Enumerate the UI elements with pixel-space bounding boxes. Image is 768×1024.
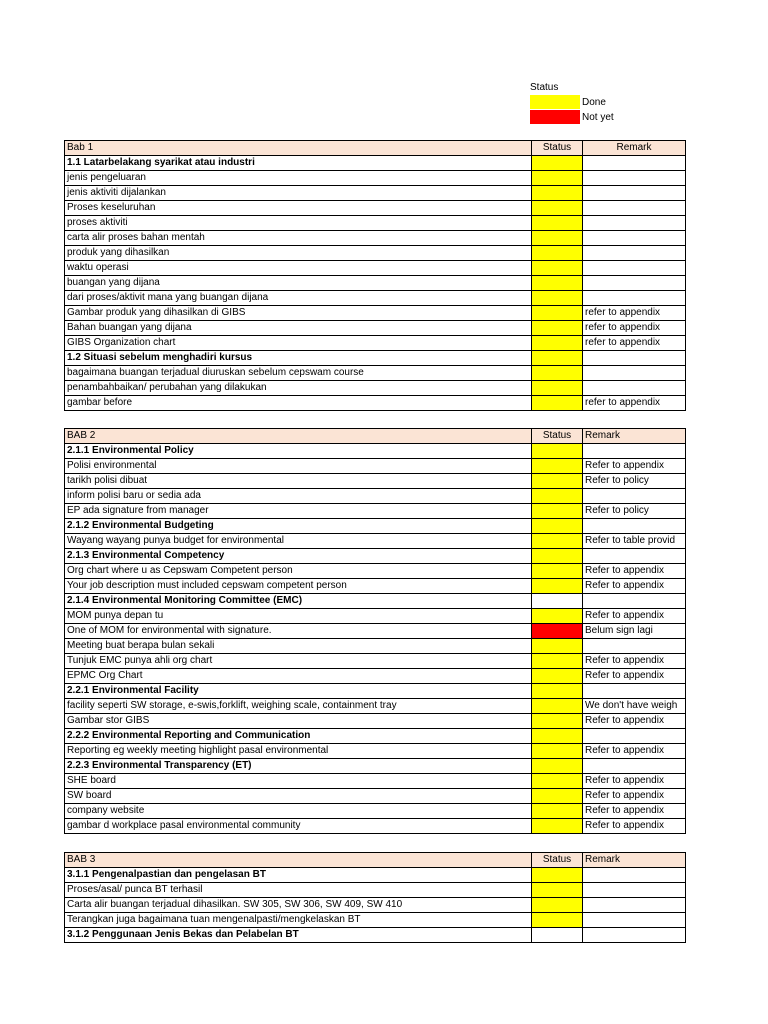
item-cell[interactable]: MOM punya depan tu — [65, 609, 532, 624]
remark-cell[interactable]: Refer to policy — [583, 504, 686, 519]
remark-cell[interactable]: Refer to appendix — [583, 459, 686, 474]
item-cell[interactable]: Proses/asal/ punca BT terhasil — [65, 883, 532, 898]
remark-cell[interactable] — [583, 868, 686, 883]
status-cell[interactable] — [532, 729, 583, 744]
status-cell[interactable] — [532, 789, 583, 804]
table-row — [65, 624, 686, 639]
item-cell[interactable]: 2.2.2 Environmental Reporting and Communication — [65, 729, 532, 744]
table-row — [65, 336, 686, 351]
status-cell[interactable] — [532, 669, 583, 684]
table-row — [65, 261, 686, 276]
remark-cell[interactable] — [583, 489, 686, 504]
item-cell[interactable]: EP ada signature from manager — [65, 504, 532, 519]
remark-cell[interactable]: Refer to appendix — [583, 609, 686, 624]
item-cell[interactable]: 3.1.2 Penggunaan Jenis Bekas dan Pelabelan BT — [65, 928, 532, 943]
bab-2-table — [64, 428, 686, 834]
item-cell[interactable]: Gambar produk yang dihasilkan di GIBS — [65, 306, 532, 321]
status-cell[interactable] — [532, 444, 583, 459]
remark-cell[interactable]: Refer to appendix — [583, 654, 686, 669]
item-cell[interactable]: gambar d workplace pasal environmental community — [65, 819, 532, 834]
item-cell[interactable]: Polisi environmental — [65, 459, 532, 474]
status-cell[interactable] — [532, 883, 583, 898]
remark-cell[interactable] — [583, 186, 686, 201]
item-cell[interactable]: jenis aktiviti dijalankan — [65, 186, 532, 201]
legend-title: Status — [530, 82, 559, 93]
table-row — [65, 459, 686, 474]
remark-cell[interactable]: Refer to policy — [583, 474, 686, 489]
status-cell[interactable] — [532, 366, 583, 381]
item-cell[interactable]: Wayang wayang punya budget for environmental — [65, 534, 532, 549]
subsection-row — [65, 868, 686, 883]
item-cell[interactable]: 2.1.2 Environmental Budgeting — [65, 519, 532, 534]
legend-label-done: Done — [582, 97, 606, 108]
remark-cell[interactable] — [583, 898, 686, 913]
item-cell[interactable]: One of MOM for environmental with signature. — [65, 624, 532, 639]
legend-swatch-done — [530, 95, 580, 109]
remark-cell[interactable] — [583, 928, 686, 943]
remark-column-header: Remark — [583, 141, 686, 156]
status-cell[interactable] — [532, 489, 583, 504]
status-column-header: Status — [532, 429, 583, 444]
item-cell[interactable]: Your job description must included cepswam competent person — [65, 579, 532, 594]
table-row — [65, 291, 686, 306]
table-row — [65, 396, 686, 411]
table-row — [65, 819, 686, 834]
status-cell[interactable] — [532, 261, 583, 276]
remark-cell[interactable] — [583, 231, 686, 246]
table-row — [65, 474, 686, 489]
subsection-row — [65, 594, 686, 609]
status-cell[interactable] — [532, 913, 583, 928]
item-cell[interactable]: facility seperti SW storage, e-swis,forklift, weighing scale, containment tray — [65, 699, 532, 714]
remark-cell[interactable]: Belum sign lagi — [583, 624, 686, 639]
item-cell[interactable]: gambar before — [65, 396, 532, 411]
item-cell[interactable]: 2.1.1 Environmental Policy — [65, 444, 532, 459]
table-row — [65, 276, 686, 291]
remark-cell[interactable] — [583, 729, 686, 744]
item-cell[interactable]: Carta alir buangan terjadual dihasilkan. SW 305, SW 306, SW 409, SW 410 — [65, 898, 532, 913]
status-cell[interactable] — [532, 291, 583, 306]
table-row — [65, 201, 686, 216]
section-title: Bab 1 — [65, 141, 532, 156]
item-cell[interactable]: 2.1.3 Environmental Competency — [65, 549, 532, 564]
table-row — [65, 216, 686, 231]
item-cell[interactable]: SHE board — [65, 774, 532, 789]
table-row — [65, 639, 686, 654]
status-cell[interactable] — [532, 639, 583, 654]
status-column-header: Status — [532, 141, 583, 156]
remark-cell[interactable]: refer to appendix — [583, 321, 686, 336]
remark-cell[interactable]: Refer to appendix — [583, 804, 686, 819]
status-cell[interactable] — [532, 459, 583, 474]
table-row — [65, 774, 686, 789]
item-cell[interactable]: EPMC Org Chart — [65, 669, 532, 684]
status-cell[interactable] — [532, 201, 583, 216]
remark-column-header: Remark — [583, 853, 686, 868]
item-cell[interactable]: 3.1.1 Pengenalpastian dan pengelasan BT — [65, 868, 532, 883]
item-cell[interactable]: tarikh polisi dibuat — [65, 474, 532, 489]
status-cell[interactable] — [532, 744, 583, 759]
status-column-header: Status — [532, 853, 583, 868]
status-cell[interactable] — [532, 759, 583, 774]
status-cell[interactable] — [532, 804, 583, 819]
table-row — [65, 654, 686, 669]
remark-cell[interactable]: Refer to appendix — [583, 819, 686, 834]
table-row — [65, 804, 686, 819]
remark-cell[interactable] — [583, 594, 686, 609]
remark-cell[interactable] — [583, 549, 686, 564]
remark-cell[interactable] — [583, 156, 686, 171]
status-cell[interactable] — [532, 819, 583, 834]
subsection-row — [65, 156, 686, 171]
subsection-row — [65, 351, 686, 366]
remark-cell[interactable]: refer to appendix — [583, 306, 686, 321]
remark-cell[interactable]: Refer to appendix — [583, 564, 686, 579]
table-row — [65, 609, 686, 624]
table-row — [65, 669, 686, 684]
status-cell[interactable] — [532, 231, 583, 246]
item-cell[interactable]: company website — [65, 804, 532, 819]
table-row — [65, 898, 686, 913]
subsection-row — [65, 684, 686, 699]
remark-cell[interactable] — [583, 913, 686, 928]
status-cell[interactable] — [532, 579, 583, 594]
status-cell[interactable] — [532, 609, 583, 624]
status-cell[interactable] — [532, 928, 583, 943]
table-row — [65, 231, 686, 246]
item-cell[interactable]: 1.1 Latarbelakang syarikat atau industri — [65, 156, 532, 171]
table-row — [65, 246, 686, 261]
item-cell[interactable]: 2.2.1 Environmental Facility — [65, 684, 532, 699]
status-cell[interactable] — [532, 564, 583, 579]
remark-cell[interactable]: Refer to appendix — [583, 669, 686, 684]
remark-cell[interactable] — [583, 759, 686, 774]
table-row — [65, 366, 686, 381]
status-cell[interactable] — [532, 336, 583, 351]
status-cell[interactable] — [532, 624, 583, 639]
table-row — [65, 714, 686, 729]
item-cell[interactable]: Tunjuk EMC punya ahli org chart — [65, 654, 532, 669]
subsection-row — [65, 519, 686, 534]
item-cell[interactable]: SW board — [65, 789, 532, 804]
item-cell[interactable]: bagaimana buangan terjadual diuruskan sebelum cepswam course — [65, 366, 532, 381]
remark-cell[interactable] — [583, 351, 686, 366]
legend-swatch-not-yet — [530, 110, 580, 124]
section-title: BAB 2 — [65, 429, 532, 444]
item-cell[interactable]: waktu operasi — [65, 261, 532, 276]
remark-cell[interactable]: Refer to appendix — [583, 789, 686, 804]
table-row — [65, 489, 686, 504]
item-cell[interactable]: Org chart where u as Cepswam Competent person — [65, 564, 532, 579]
remark-cell[interactable] — [583, 291, 686, 306]
item-cell[interactable]: 1.2 Situasi sebelum menghadiri kursus — [65, 351, 532, 366]
status-cell[interactable] — [532, 714, 583, 729]
status-cell[interactable] — [532, 774, 583, 789]
table-row — [65, 744, 686, 759]
status-cell[interactable] — [532, 156, 583, 171]
item-cell[interactable]: Gambar stor GIBS — [65, 714, 532, 729]
remark-cell[interactable] — [583, 246, 686, 261]
remark-cell[interactable]: Refer to appendix — [583, 579, 686, 594]
status-cell[interactable] — [532, 504, 583, 519]
status-cell[interactable] — [532, 868, 583, 883]
status-cell[interactable] — [532, 306, 583, 321]
item-cell[interactable]: Terangkan juga bagaimana tuan mengenalpasti/mengkelaskan BT — [65, 913, 532, 928]
status-cell[interactable] — [532, 534, 583, 549]
item-cell[interactable]: jenis pengeluaran — [65, 171, 532, 186]
subsection-row — [65, 759, 686, 774]
item-cell[interactable]: buangan yang dijana — [65, 276, 532, 291]
remark-cell[interactable]: We don't have weigh — [583, 699, 686, 714]
item-cell[interactable]: produk yang dihasilkan — [65, 246, 532, 261]
table-row — [65, 306, 686, 321]
item-cell[interactable]: proses aktiviti — [65, 216, 532, 231]
table-row — [65, 534, 686, 549]
remark-cell[interactable]: refer to appendix — [583, 396, 686, 411]
status-cell[interactable] — [532, 898, 583, 913]
status-cell[interactable] — [532, 276, 583, 291]
remark-cell[interactable] — [583, 639, 686, 654]
remark-cell[interactable] — [583, 444, 686, 459]
table-row — [65, 504, 686, 519]
remark-cell[interactable] — [583, 519, 686, 534]
status-cell[interactable] — [532, 519, 583, 534]
table-header-row — [65, 429, 686, 444]
table-row — [65, 171, 686, 186]
item-cell[interactable]: Proses keseluruhan — [65, 201, 532, 216]
status-cell[interactable] — [532, 699, 583, 714]
item-cell[interactable]: Bahan buangan yang dijana — [65, 321, 532, 336]
subsection-row — [65, 729, 686, 744]
remark-cell[interactable]: refer to appendix — [583, 336, 686, 351]
status-cell[interactable] — [532, 216, 583, 231]
remark-cell[interactable] — [583, 261, 686, 276]
subsection-row — [65, 928, 686, 943]
item-cell[interactable]: inform polisi baru or sedia ada — [65, 489, 532, 504]
remark-cell[interactable] — [583, 201, 686, 216]
status-cell[interactable] — [532, 474, 583, 489]
item-cell[interactable]: dari proses/aktivit mana yang buangan dijana — [65, 291, 532, 306]
table-row — [65, 913, 686, 928]
status-cell[interactable] — [532, 684, 583, 699]
bab-3-table — [64, 852, 686, 943]
subsection-row — [65, 444, 686, 459]
remark-cell[interactable] — [583, 171, 686, 186]
table-row — [65, 186, 686, 201]
table-header-row — [65, 141, 686, 156]
item-cell[interactable]: Reporting eg weekly meeting highlight pasal environmental — [65, 744, 532, 759]
bab-1-table — [64, 140, 686, 411]
table-row — [65, 381, 686, 396]
table-row — [65, 883, 686, 898]
remark-cell[interactable] — [583, 684, 686, 699]
remark-column-header: Remark — [583, 429, 686, 444]
subsection-row — [65, 549, 686, 564]
table-header-row — [65, 853, 686, 868]
table-row — [65, 321, 686, 336]
remark-cell[interactable]: Refer to appendix — [583, 714, 686, 729]
status-cell[interactable] — [532, 549, 583, 564]
remark-cell[interactable]: Refer to appendix — [583, 744, 686, 759]
status-cell[interactable] — [532, 351, 583, 366]
remark-cell[interactable] — [583, 366, 686, 381]
remark-cell[interactable]: Refer to table provid — [583, 534, 686, 549]
status-cell[interactable] — [532, 186, 583, 201]
remark-cell[interactable]: Refer to appendix — [583, 774, 686, 789]
item-cell[interactable]: 2.2.3 Environmental Transparency (ET) — [65, 759, 532, 774]
item-cell[interactable]: GIBS Organization chart — [65, 336, 532, 351]
item-cell[interactable]: carta alir proses bahan mentah — [65, 231, 532, 246]
legend-label-not-yet: Not yet — [582, 112, 614, 123]
status-cell[interactable] — [532, 246, 583, 261]
status-cell[interactable] — [532, 171, 583, 186]
item-cell[interactable]: Meeting buat berapa bulan sekali — [65, 639, 532, 654]
status-cell[interactable] — [532, 396, 583, 411]
status-cell[interactable] — [532, 594, 583, 609]
status-cell[interactable] — [532, 381, 583, 396]
section-title: BAB 3 — [65, 853, 532, 868]
remark-cell[interactable] — [583, 883, 686, 898]
remark-cell[interactable] — [583, 216, 686, 231]
table-row — [65, 564, 686, 579]
remark-cell[interactable] — [583, 381, 686, 396]
status-cell[interactable] — [532, 321, 583, 336]
table-row — [65, 579, 686, 594]
remark-cell[interactable] — [583, 276, 686, 291]
table-row — [65, 699, 686, 714]
item-cell[interactable]: penambahbaikan/ perubahan yang dilakukan — [65, 381, 532, 396]
item-cell[interactable]: 2.1.4 Environmental Monitoring Committee (EMC) — [65, 594, 532, 609]
table-row — [65, 789, 686, 804]
status-cell[interactable] — [532, 654, 583, 669]
